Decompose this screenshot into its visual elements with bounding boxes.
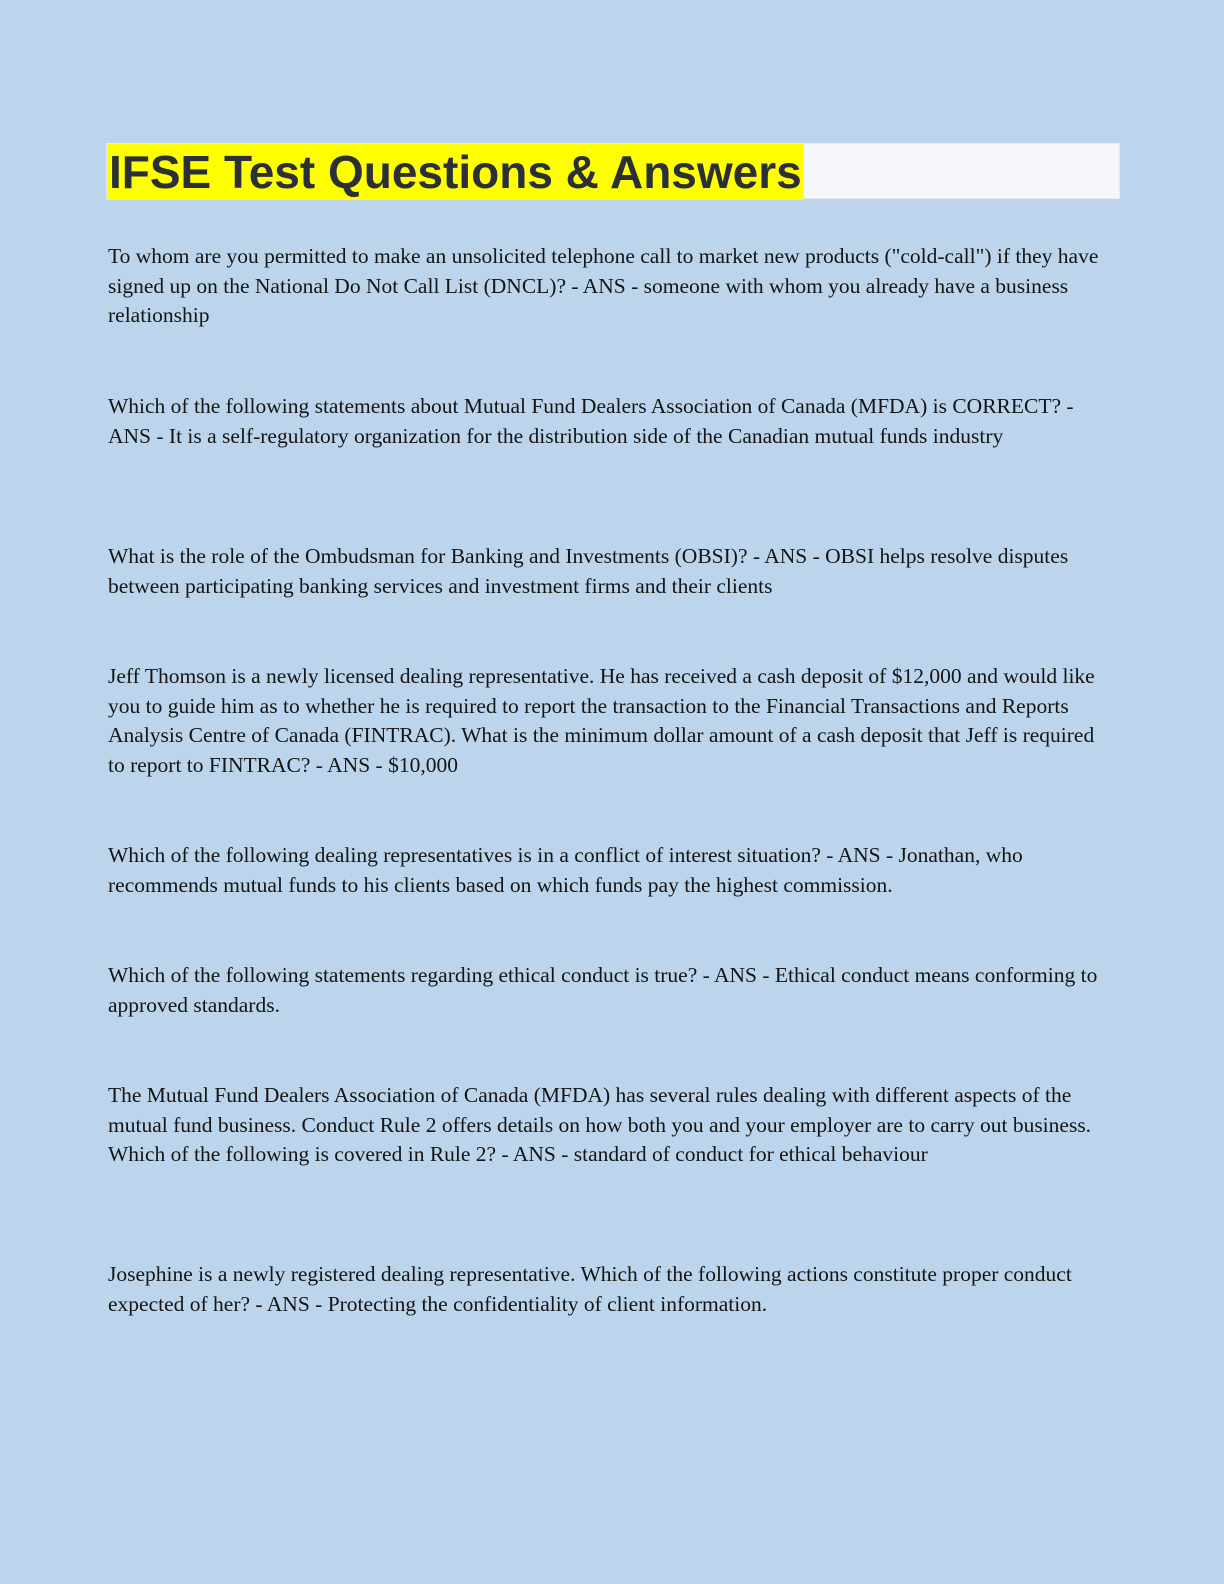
qa-entry-5: Which of the following dealing representatives is in a conflict of interest situation? - ANS - Jonathan, who recommends mutual funds to his clients based on which funds pay the highest commission. (108, 843, 1023, 897)
title-bar (106, 143, 1120, 199)
qa-entry-2: Which of the following statements about Mutual Fund Dealers Association of Canada (MFDA) is CORRECT? - ANS - It is a self-regulatory organization for the distribution side of the Canadian mutual funds industry (108, 394, 1074, 448)
qa-entry-7: The Mutual Fund Dealers Association of Canada (MFDA) has several rules dealing with different aspects of the mutual fund business. Conduct Rule 2 offers details on how both you and your employer are to carry out business. Which of the following is covered in Rule 2? - ANS - standard of conduct for ethical behaviour (108, 1083, 1092, 1167)
qa-entry-8: Josephine is a newly registered dealing representative. Which of the following actions constitute proper conduct expected of her? - ANS - Protecting the confidentiality of client information. (108, 1262, 1072, 1316)
document-title: IFSE Test Questions & Answers (109, 146, 802, 198)
qa-entry-3: What is the role of the Ombudsman for Banking and Investments (OBSI)? - ANS - OBSI helps resolve disputes between participating banking services and investment firms and their clients (108, 544, 1069, 598)
qa-entry-6: Which of the following statements regarding ethical conduct is true? - ANS - Ethical conduct means conforming to approved standards. (108, 963, 1098, 1017)
qa-entry-4: Jeff Thomson is a newly licensed dealing representative. He has received a cash deposit of $12,000 and would like you to guide him as to whether he is required to report the transaction to the Financial Transactions and Reports Analysis Centre of Canada (FINTRAC). What is the minimum dollar amount of a cash deposit that Jeff is required to report to FINTRAC? - ANS - $10,000 (108, 664, 1095, 778)
qa-entry-1: To whom are you permitted to make an unsolicited telephone call to market new products ("cold-call") if they have signed up on the National Do Not Call List (DNCL)? - ANS - someone with whom you already have a business relationship (108, 244, 1099, 328)
